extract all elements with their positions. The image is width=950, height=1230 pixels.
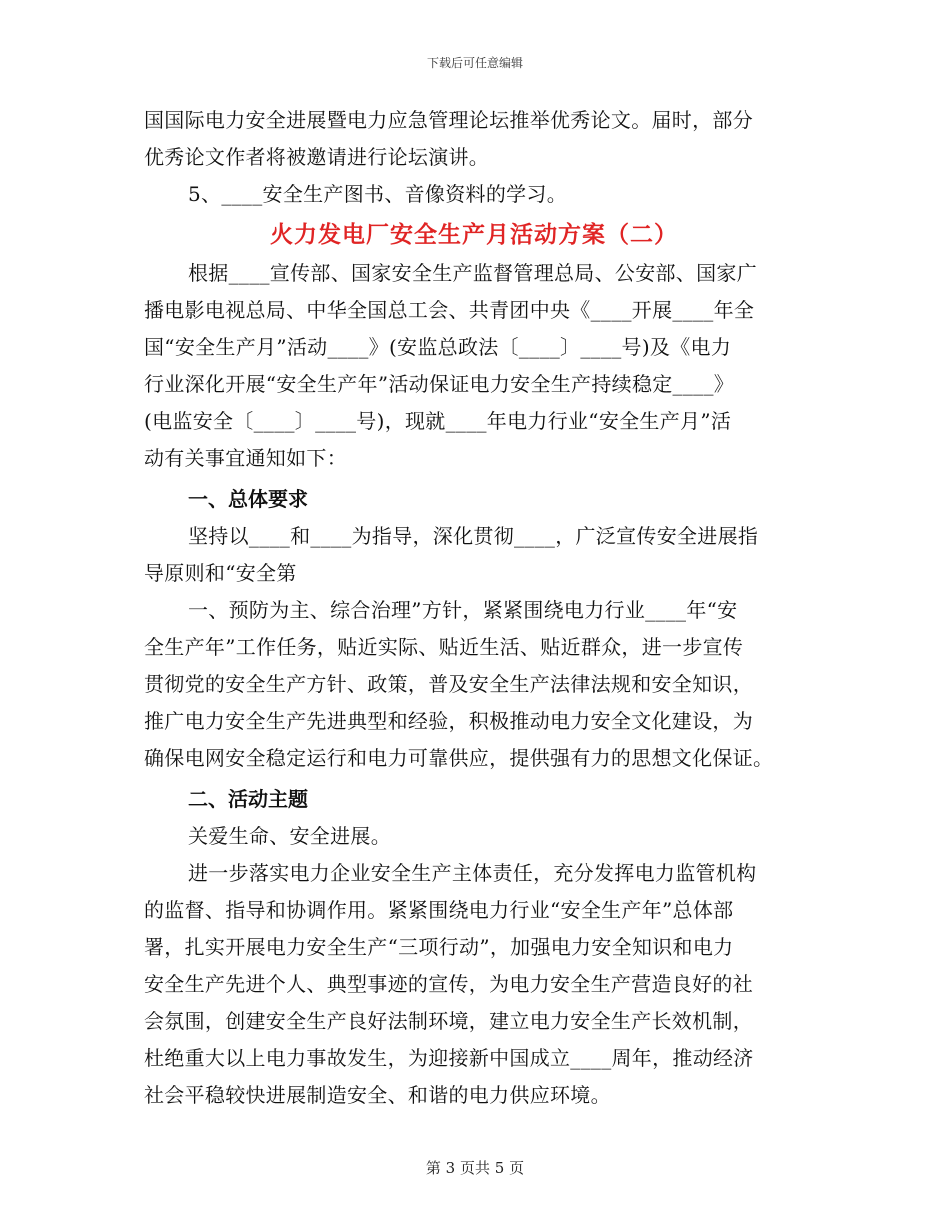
section2-theme [144, 818, 804, 855]
document-title: 火力发电厂安全生产月活动方案（二） [270, 222, 678, 248]
text-line: 导原则和“安全第 [144, 561, 297, 585]
text-line: 进一步落实电力企业安全生产主体责任，充分发挥电力监管机构 [188, 861, 757, 885]
section2-paragraph [144, 855, 804, 1114]
section1-paragraph-1 [144, 518, 804, 592]
text-line: 会氛围，创建安全生产良好法制环境，建立电力安全生产长效机制， [144, 1009, 753, 1033]
text-line: 安全生产先进个人、典型事迹的宣传，为电力安全生产营造良好的社 [144, 972, 753, 996]
list-item-5 [144, 176, 804, 213]
text-line: (电监安全〔____〕____号)，现就____年电力行业“安全生产月”活 [144, 409, 732, 433]
intro-paragraph [144, 255, 804, 477]
text-line: 确保电网安全稳定运行和电力可靠供应，提供强有力的思想文化保证。 [144, 746, 774, 770]
text-line: 全生产年”工作任务，贴近实际、贴近生活、贴近群众，进一步宣传 [144, 635, 744, 659]
page-footer: 第 3 页共 5 页 [425, 1159, 525, 1177]
section-heading-2: 二、活动主题 [188, 787, 308, 811]
text-line: 一、预防为主、综合治理”方针，紧紧围绕电力行业____年“安 [188, 598, 738, 622]
text-line: 动有关事宜通知如下： [144, 446, 347, 470]
text-line: 社会平稳较快进展制造安全、和谐的电力供应环境。 [144, 1083, 611, 1107]
document-body [144, 102, 804, 1114]
text-line: 行业深化开展“安全生产年”活动保证电力安全生产持续稳定____》 [144, 372, 735, 396]
continued-paragraph [144, 102, 804, 176]
text-line: 坚持以____和____为指导，深化贯彻____，广泛宣传安全进展指 [188, 524, 759, 548]
text-line: 优秀论文作者将被邀请进行论坛演讲。 [144, 145, 490, 169]
text-line: 关爱生命、安全进展。 [188, 824, 391, 848]
text-line: 国“安全生产月”活动____》(安监总政法〔____〕____号)及《电力 [144, 335, 732, 359]
text-line: 播电影电视总局、中华全国总工会、共青团中央《____开展____年全 [144, 298, 755, 322]
text-line: 国国际电力安全进展暨电力应急管理论坛推举优秀论文。届时，部分 [144, 108, 753, 132]
section1-paragraph-2 [144, 592, 804, 777]
text-line: 署，扎实开展电力安全生产“三项行动”，加强电力安全知识和电力 [144, 935, 734, 959]
text-line: 的监督、指导和协调作用。紧紧围绕电力行业“安全生产年”总体部 [144, 898, 734, 922]
text-line: 推广电力安全生产先进典型和经验，积极推动电力安全文化建设，为 [144, 709, 753, 733]
section-heading-1: 一、总体要求 [188, 487, 308, 511]
text-line: 根据____宣传部、国家安全生产监督管理总局、公安部、国家广 [188, 261, 757, 285]
text-line: 杜绝重大以上电力事故发生，为迎接新中国成立____周年，推动经济 [144, 1046, 754, 1070]
text-line: 5、____安全生产图书、音像资料的学习。 [188, 182, 568, 206]
text-line: 贯彻党的安全生产方针、政策，普及安全生产法律法规和安全知识， [144, 672, 753, 696]
page-header: 下载后可任意编辑 [426, 56, 523, 70]
